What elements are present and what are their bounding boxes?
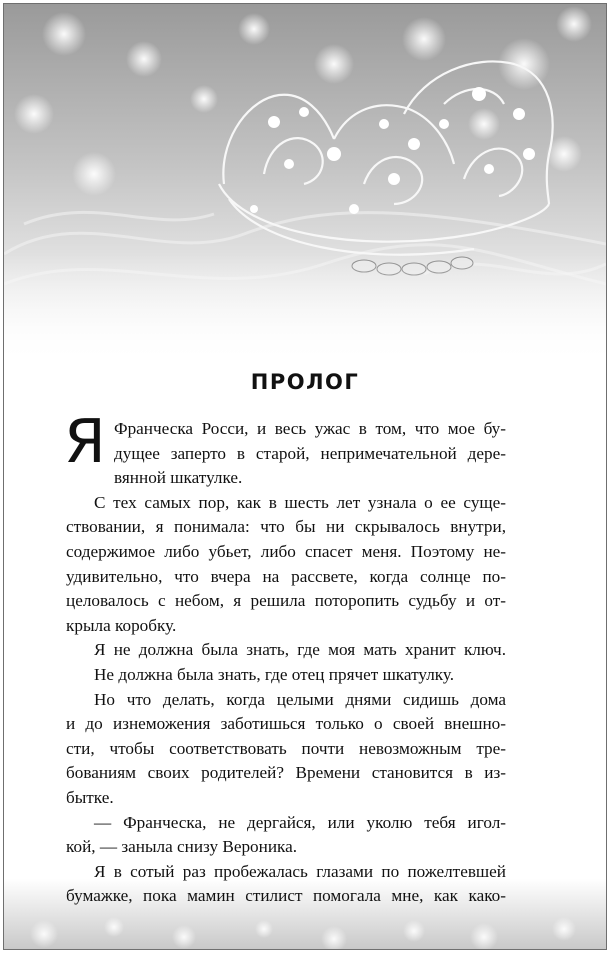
text-line: вянной шкатулке.: [114, 468, 243, 488]
text-line: Не должна была знать, где отец прячет шкатулку.: [94, 664, 455, 684]
text-line: крыла коробку.: [66, 615, 177, 635]
text-line: Но что делать, когда целыми днями сидишь дома: [94, 689, 506, 709]
text-line: содержимое либо убьет, либо спасет меня. Поэтому не-: [66, 541, 506, 561]
text-line: — Франческа, не дергайся, или уколю тебя игол-: [94, 812, 506, 832]
text-line: бованиям своих родителей? Времени становится в из-: [66, 763, 506, 783]
text-line: С тех самых пор, как в шесть лет узнала о ее суще-: [94, 492, 506, 512]
text-line: бумажке, пока мамин стилист помогала мне, как како-: [66, 886, 506, 906]
text-line: кой, — заныла снизу Вероника.: [66, 837, 298, 857]
text-line: целовалось с небом, я решила поторопить судьбу и от-: [66, 591, 506, 611]
text-line: и до изнеможения заботишься только о своей внешно-: [66, 714, 506, 734]
text-line: Я в сотый раз пробежалась глазами по пожелтевшей: [94, 861, 506, 881]
body-text: [66, 417, 506, 909]
text-line: ствовании, я понимала: что бы ни скрывалось внутри,: [66, 517, 506, 537]
text-line: Франческа Росси, и весь ужас в том, что мое бу-: [114, 419, 506, 438]
text-line: удивительно, что вчера на рассвете, когда солнце по-: [66, 566, 506, 586]
text-line: бытке.: [66, 787, 114, 807]
text-line: Я не должна была знать, где моя мать хранит ключ.: [94, 640, 506, 660]
chapter-title: ПРОЛОГ: [250, 370, 360, 394]
drop-cap: Я: [64, 407, 106, 477]
tiara-illustration: [4, 4, 606, 364]
text-line: сти, чтобы соответствовать почти невозможным тре-: [66, 738, 506, 758]
text-line: дущее заперто в старой, непримечательной дере-: [114, 443, 506, 463]
